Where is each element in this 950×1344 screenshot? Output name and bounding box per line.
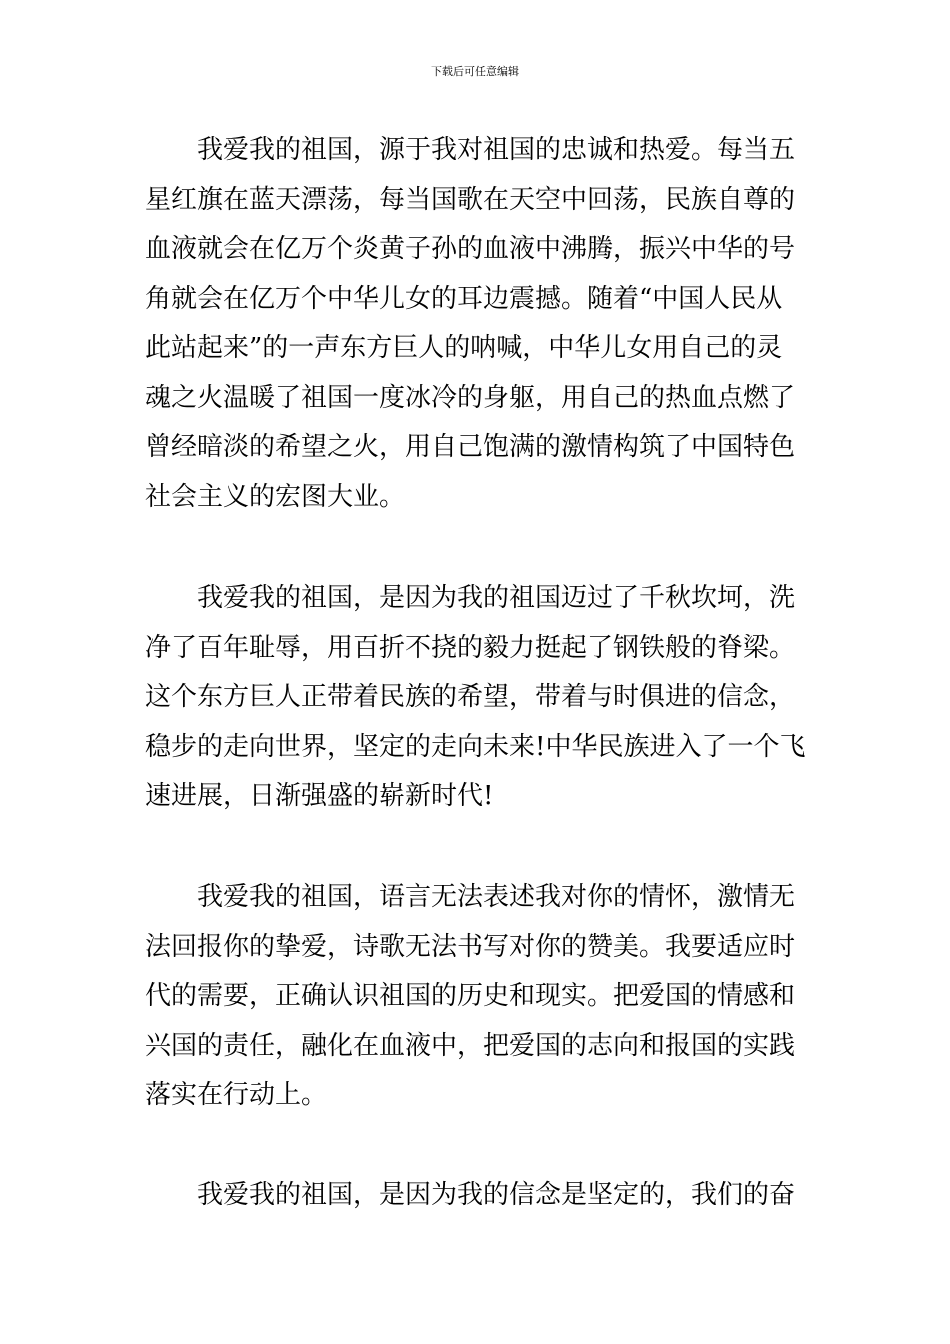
text-line: 角就会在亿万个中华儿女的耳边震撼。随着“中国人民从: [145, 283, 783, 314]
text-line: 我爱我的祖国，源于我对祖国的忠诚和热爱。每当五: [197, 135, 796, 165]
text-line: 代的需要，正确认识祖国的历史和现实。把爱国的情感和: [145, 981, 796, 1011]
text-line: 兴国的责任，融化在血液中，把爱国的志向和报国的实践: [145, 1030, 796, 1061]
text-line: 血液就会在亿万个炎黄子孙的血液中沸腾，振兴中华的号: [145, 234, 796, 264]
text-line: 此站起来”的一声东方巨人的呐喊，中华儿女用自己的灵: [145, 333, 783, 363]
text-line: 速进展，日渐强盛的崭新时代!: [145, 781, 494, 811]
text-line: 这个东方巨人正带着民族的希望，带着与时俱进的信念，: [145, 682, 796, 712]
text-line: 稳步的走向世界，坚定的走向未来!中华民族进入了一个飞: [145, 731, 806, 762]
paragraph-3: [145, 873, 810, 1121]
text-line: 我爱我的祖国，是因为我的祖国迈过了千秋坎坷，洗: [197, 583, 796, 613]
text-line: 社会主义的宏图大业。: [145, 481, 406, 512]
page-header: 下载后可任意编辑: [431, 65, 519, 78]
paragraph-4: [145, 1171, 810, 1221]
text-line: 净了百年耻辱，用百折不挠的毅力挺起了钢铁般的脊梁。: [145, 632, 796, 663]
text-line: 落实在行动上。: [145, 1080, 328, 1110]
text-line: 我爱我的祖国，语言无法表述我对你的情怀，激情无: [197, 882, 796, 912]
text-line: 我爱我的祖国，是因为我的信念是坚定的，我们的奋: [197, 1180, 796, 1210]
text-line: 魂之火温暖了祖国一度冰冷的身躯，用自己的热血点燃了: [145, 382, 796, 413]
text-line: 星红旗在蓝天漂荡，每当国歌在天空中回荡，民族自尊的: [145, 184, 796, 215]
paragraph-1: [145, 126, 810, 522]
text-line: 曾经暗淡的希望之火，用自己饱满的激情构筑了中国特色: [145, 432, 796, 462]
paragraph-2: [145, 574, 810, 822]
text-line: 法回报你的挚爱，诗歌无法书写对你的赞美。我要适应时: [145, 931, 796, 962]
